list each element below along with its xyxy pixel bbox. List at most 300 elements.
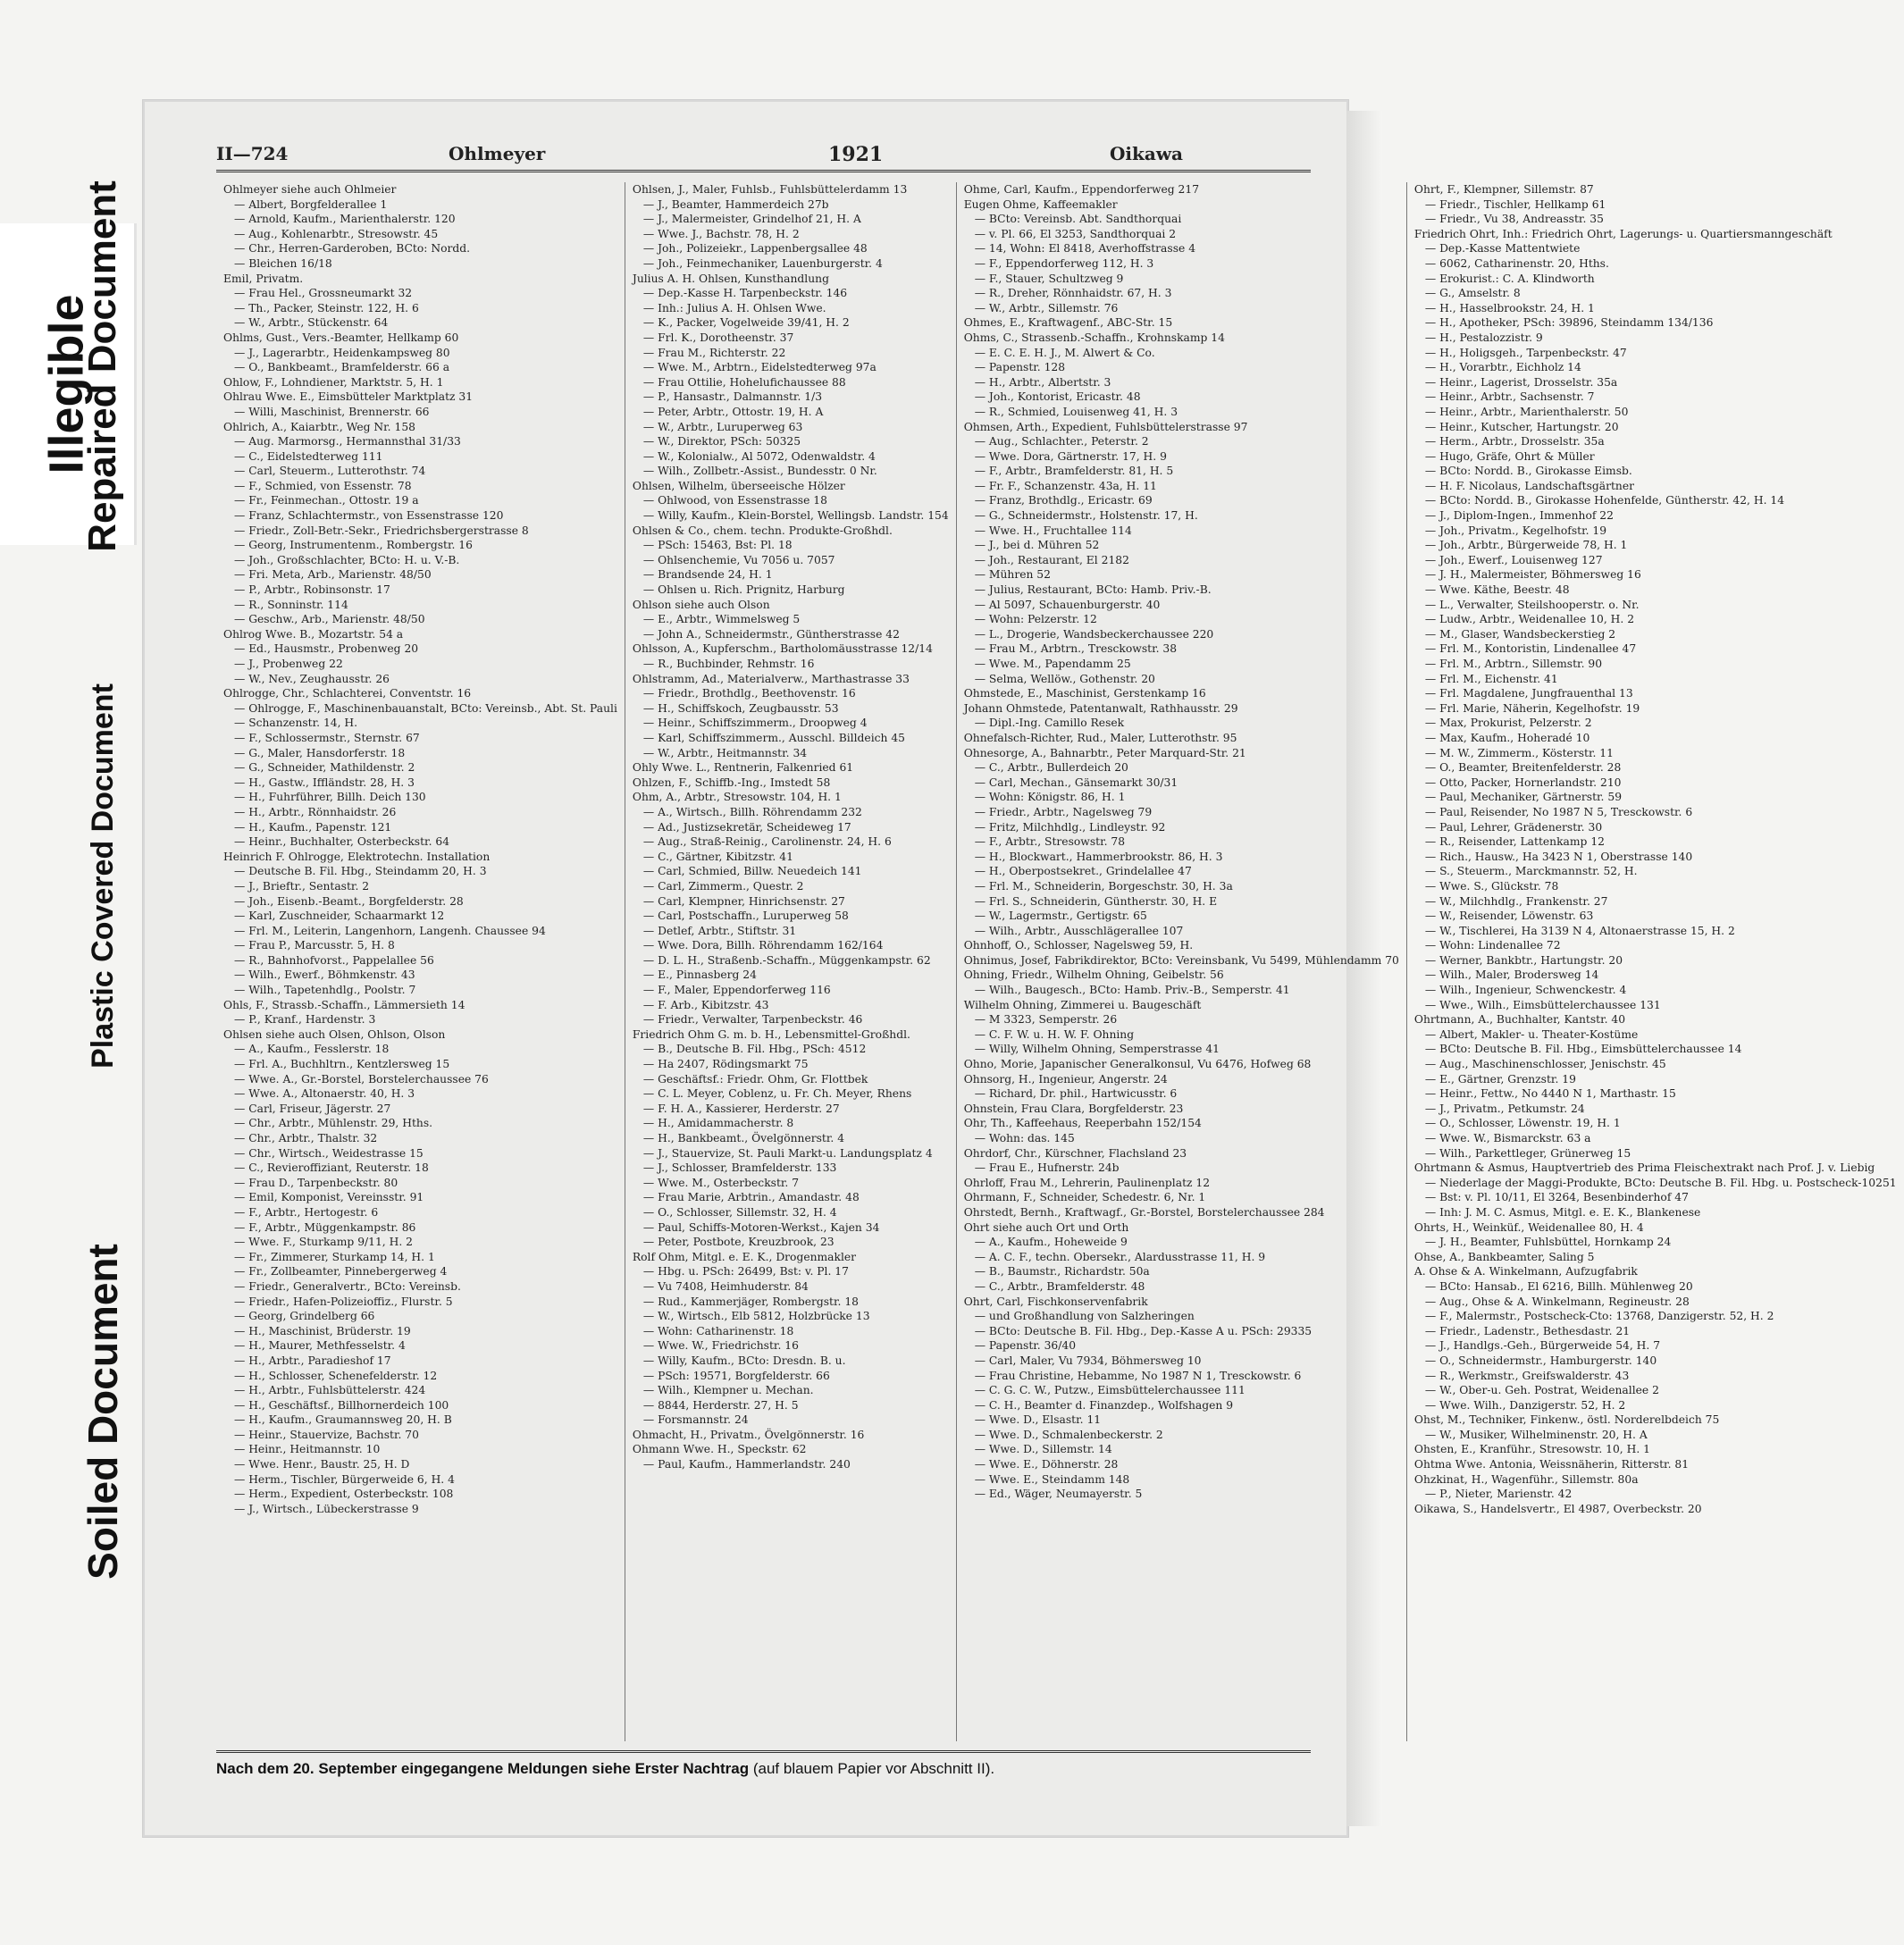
directory-entry: Ohlsen, J., Maler, Fuhlsb., Fuhlsbüttelerdamm 13: [632, 183, 908, 196]
directory-entry: — Ad., Justizsekretär, Scheideweg 17: [642, 820, 851, 834]
directory-entry: — S., Steuerm., Marckmannstr. 52, H.: [1424, 865, 1638, 878]
directory-entry: — E., Arbtr., Wimmelsweg 5: [642, 613, 801, 626]
directory-entry: — 8844, Herderstr. 27, H. 5: [642, 1398, 799, 1412]
directory-entry: Ohsten, E., Kranführ., Stresowstr. 10, H. 1: [1413, 1443, 1650, 1456]
directory-entry: — Wohn: Pelzerstr. 12: [974, 613, 1097, 626]
directory-entry: Ohzkinat, H., Wagenführ., Sillemstr. 80a: [1413, 1472, 1639, 1486]
directory-entry: — A., Kaufm., Hoheweide 9: [974, 1236, 1128, 1249]
directory-entry: Ohnefalsch-Richter, Rud., Maler, Lutterothstr. 95: [963, 731, 1237, 744]
directory-entry: — Aug., Straß-Reinig., Carolinenstr. 24, H. 6: [642, 835, 892, 849]
directory-entry: — P., Nieter, Marienstr. 42: [1424, 1488, 1573, 1501]
directory-entry: Ohme, Carl, Kaufm., Eppendorferweg 217: [963, 183, 1200, 196]
directory-entry: — Friedr., Brothdlg., Beethovenstr. 16: [642, 687, 856, 700]
directory-entry: Ohly Wwe. L., Rentnerin, Falkenried 61: [632, 761, 854, 775]
directory-entry: — H., Vorarbtr., Eichholz 14: [1424, 361, 1581, 374]
directory-entry: — H., Gastw., Iffländstr. 28, H. 3: [234, 775, 415, 789]
directory-entry: — Fritz, Milchhdlg., Lindleystr. 92: [974, 820, 1166, 834]
directory-entry: — Wilh., Tapetenhdlg., Poolstr. 7: [234, 984, 416, 997]
directory-entry: — Wilh., Ingenieur, Schwenckestr. 4: [1424, 984, 1627, 997]
directory-entry: — Karl, Zuschneider, Schaarmarkt 12: [234, 910, 445, 923]
directory-entry: — Max, Kaufm., Hoheradé 10: [1424, 731, 1590, 744]
directory-entry: — E., Gärtner, Grenzstr. 19: [1424, 1072, 1576, 1086]
directory-entry: — Ha 2407, Rödingsmarkt 75: [642, 1058, 809, 1071]
directory-entry: — O., Schlosser, Löwenstr. 19, H. 1: [1424, 1117, 1621, 1130]
directory-entry: — Frl. M., Leiterin, Langenhorn, Langenh. Chaussee 94: [234, 924, 546, 937]
directory-entry: — Frl. A., Buchhltrn., Kentzlersweg 15: [234, 1058, 450, 1071]
directory-entry: — R., Sonninstr. 114: [234, 598, 348, 611]
directory-entry: — Heinr., Fettw., No 4440 N 1, Marthastr. 15: [1424, 1087, 1676, 1101]
directory-entry: — PSch: 15463, Bst: Pl. 18: [642, 539, 793, 552]
directory-entry: Ohls, F., Strassb.-Schaffn., Lämmersieth 14: [223, 998, 466, 1011]
directory-entry: — J., Probenweg 22: [234, 658, 343, 670]
directory-entry: — Albert, Makler- u. Theater-Kostüme: [1424, 1027, 1639, 1041]
directory-entry: — F., Arbtr., Müggenkampstr. 86: [234, 1220, 416, 1234]
directory-entry: — P., Arbtr., Robinsonstr. 17: [234, 583, 390, 597]
directory-entry: — Joh., Ewerf., Louisenweg 127: [1424, 553, 1603, 566]
directory-entry: — 14, Wohn: El 8418, Averhoffstrasse 4: [974, 242, 1196, 256]
directory-entry: — Peter, Arbtr., Ottostr. 19, H. A: [642, 405, 824, 418]
directory-entry: Ohst, M., Techniker, Finkenw., östl. Norderelbdeich 75: [1413, 1413, 1720, 1427]
directory-entry: — J., Lagerarbtr., Heidenkampsweg 80: [234, 346, 450, 359]
directory-entry: — Ed., Hausmstr., Probenweg 20: [234, 642, 419, 656]
directory-entry: — Willi, Maschinist, Brennerstr. 66: [234, 405, 430, 418]
directory-entry: — H., Amidammacherstr. 8: [642, 1117, 794, 1130]
directory-entry: — Wwe. Käthe, Beestr. 48: [1424, 583, 1570, 597]
directory-entry: — M. W., Zimmerm., Kösterstr. 11: [1424, 746, 1614, 759]
directory-entry: — Friedr., Generalvertr., BCto: Vereinsb.: [234, 1279, 461, 1293]
directory-entry: — Selma, Wellöw., Gothenstr. 20: [974, 672, 1155, 685]
directory-entry: — C., Arbtr., Bullerdeich 20: [974, 761, 1128, 775]
directory-entry: Ohnimus, Josef, Fabrikdirektor, BCto: Vereinsbank, Vu 5499, Mühlendamm 70: [963, 953, 1399, 967]
directory-columns: [216, 182, 1897, 1741]
directory-entry: — J., Malermeister, Grindelhof 21, H. A: [642, 213, 861, 226]
directory-entry: — Frl. K., Dorotheenstr. 37: [642, 331, 794, 344]
directory-entry: — Vu 7408, Heimhuderstr. 84: [642, 1279, 809, 1293]
plastic-covered-label: Plastic Covered Document: [85, 683, 120, 1069]
directory-page: [143, 100, 1897, 1837]
directory-entry: — Aug., Ohse & A. Winkelmann, Regineustr. 28: [1424, 1295, 1690, 1308]
directory-entry: Ohrt, F., Klempner, Sillemstr. 87: [1413, 183, 1594, 196]
directory-entry: — Friedr., Vu 38, Andreasstr. 35: [1424, 213, 1604, 226]
directory-entry: Ohlson siehe auch Olson: [632, 598, 770, 611]
directory-entry: — O., Schlosser, Sillemstr. 32, H. 4: [642, 1205, 837, 1219]
directory-entry: — Dipl.-Ing. Camillo Resek: [974, 717, 1125, 730]
directory-entry: — R., Buchbinder, Rehmstr. 16: [642, 658, 815, 670]
directory-entry: — Frau M., Arbtrn., Tresckowstr. 38: [974, 642, 1178, 656]
directory-entry: — H., Holigsgeh., Tarpenbeckstr. 47: [1424, 346, 1627, 359]
directory-entry: — W., Tischlerei, Ha 3139 N 4, Altonaerstrasse 15, H. 2: [1424, 924, 1735, 937]
directory-entry: — BCto: Deutsche B. Fil. Hbg., Eimsbüttelerchaussee 14: [1424, 1043, 1742, 1056]
directory-entry: — Paul, Schiffs-Motoren-Werkst., Kajen 34: [642, 1220, 880, 1234]
directory-entry: Ohrmann, F., Schneider, Schedestr. 6, Nr. 1: [963, 1191, 1206, 1204]
directory-entry: — Friedr., Arbtr., Nagelsweg 79: [974, 805, 1153, 818]
directory-entry: — B., Baumstr., Richardstr. 50a: [974, 1265, 1150, 1279]
directory-entry: Ohmes, E., Kraftwagenf., ABC-Str. 15: [963, 316, 1173, 330]
directory-entry: Rolf Ohm, Mitgl. e. E. K., Drogenmakler: [632, 1250, 857, 1263]
directory-entry: — Herm., Arbtr., Drosselstr. 35a: [1424, 435, 1605, 449]
directory-entry: — Frl. M., Schneiderin, Borgeschstr. 30, H. 3a: [974, 879, 1233, 893]
directory-entry: — Friedr., Ladenstr., Bethesdastr. 21: [1424, 1324, 1631, 1337]
directory-entry: — Wilh., Klempner u. Mechan.: [642, 1384, 814, 1397]
directory-entry: — Joh., Feinmechaniker, Lauenburgerstr. 4: [642, 256, 883, 270]
directory-entry: — Frau P., Marcusstr. 5, H. 8: [234, 939, 395, 952]
directory-entry: — BCto: Vereinsb. Abt. Sandthorquai: [974, 213, 1182, 226]
directory-entry: — Wwe. Wilh., Danzigerstr. 52, H. 2: [1424, 1398, 1626, 1412]
directory-entry: — C., Arbtr., Bramfelderstr. 48: [974, 1279, 1145, 1293]
directory-entry: Ohning, Friedr., Wilhelm Ohning, Geibelstr. 56: [963, 968, 1224, 982]
directory-entry: Ohrt siehe auch Ort und Orth: [963, 1220, 1129, 1234]
directory-entry: — M 3323, Semperstr. 26: [974, 1013, 1118, 1027]
directory-entry: — C. G. C. W., Putzw., Eimsbüttelerchaussee 111: [974, 1384, 1246, 1397]
column-2: [625, 182, 957, 1741]
directory-entry: — Bleichen 16/18: [234, 256, 332, 270]
directory-entry: — O., Bankbeamt., Bramfelderstr. 66 a: [234, 361, 450, 374]
directory-entry: — Al 5097, Schauenburgerstr. 40: [974, 598, 1161, 611]
directory-entry: Ohr, Th., Kaffeehaus, Reeperbahn 152/154: [963, 1117, 1202, 1130]
directory-entry: — Heinr., Heitmannstr. 10: [234, 1443, 381, 1456]
directory-entry: — W., Arbtr., Stückenstr. 64: [234, 316, 389, 330]
directory-entry: Ohlsen siehe auch Olsen, Ohlson, Olson: [223, 1027, 446, 1041]
directory-entry: — Joh., Privatm., Kegelhofstr. 19: [1424, 524, 1607, 537]
directory-entry: — Aug., Kohlenarbtr., Stresowstr. 45: [234, 227, 439, 240]
directory-entry: — Hugo, Gräfe, Ohrt & Müller: [1424, 449, 1595, 463]
directory-entry: — Chr., Herren-Garderoben, BCto: Nordd.: [234, 242, 471, 256]
directory-entry: — Heinr., Lagerist, Drosselstr. 35a: [1424, 375, 1618, 389]
directory-entry: Ohmsen, Arth., Expedient, Fuhlsbüttelerstrasse 97: [963, 420, 1248, 433]
directory-entry: — G., Schneidermstr., Holstenstr. 17, H.: [974, 509, 1198, 523]
directory-entry: — Julius, Restaurant, BCto: Hamb. Priv.-B.: [974, 583, 1212, 597]
directory-entry: — Forsmannstr. 24: [642, 1413, 749, 1427]
directory-entry: — W., Arbtr., Heitmannstr. 34: [642, 746, 808, 759]
directory-entry: — C. F. W. u. H. W. F. Ohning: [974, 1027, 1135, 1041]
directory-entry: — Albert, Borgfelderallee 1: [234, 197, 388, 211]
directory-entry: — Wwe. A., Altonaerstr. 40, H. 3: [234, 1087, 415, 1101]
directory-entry: — Chr., Arbtr., Thalstr. 32: [234, 1132, 378, 1144]
directory-entry: — J. H., Malermeister, Böhmersweg 16: [1424, 568, 1641, 582]
directory-entry: — W., Milchhdlg., Frankenstr. 27: [1424, 894, 1608, 908]
directory-entry: — Dep.-Kasse H. Tarpenbeckstr. 146: [642, 287, 848, 300]
directory-entry: — Aug., Schlachter., Peterstr. 2: [974, 435, 1149, 449]
directory-entry: — H., Arbtr., Rönnhaidstr. 26: [234, 805, 397, 818]
directory-entry: — Paul, Lehrer, Grädenerstr. 30: [1424, 820, 1603, 834]
directory-entry: — Heinr., Arbtr., Sachsenstr. 7: [1424, 390, 1595, 404]
directory-entry: — Emil, Komponist, Vereinsstr. 91: [234, 1191, 424, 1204]
directory-entry: Ohrt, Carl, Fischkonservenfabrik: [963, 1295, 1148, 1308]
document-condition-tabs: [0, 0, 134, 1945]
directory-entry: — R., Dreher, Rönnhaidstr. 67, H. 3: [974, 287, 1172, 300]
directory-entry: — Joh., Arbtr., Bürgerweide 78, H. 1: [1424, 539, 1628, 552]
directory-entry: — C., Eidelstedterweg 111: [234, 449, 383, 463]
footer-main-text: Nach dem 20. September eingegangene Meldungen siehe Erster Nachtrag: [216, 1760, 750, 1777]
directory-entry: — A., Kaufm., Fesslerstr. 18: [234, 1043, 390, 1056]
directory-entry: — Frl. M., Arbtrn., Sillemstr. 90: [1424, 658, 1603, 670]
directory-entry: — Wilh., Ewerf., Böhmkenstr. 43: [234, 968, 415, 982]
directory-entry: — Max, Prokurist, Pelzerstr. 2: [1424, 717, 1592, 730]
directory-entry: Ohrtmann, A., Buchhalter, Kantstr. 40: [1413, 1013, 1626, 1027]
directory-entry: — J., Schlosser, Bramfelderstr. 133: [642, 1161, 837, 1175]
directory-entry: — J., Beamter, Hammerdeich 27b: [642, 197, 829, 211]
footer-note: (auf blauem Papier vor Abschnitt II).: [749, 1760, 995, 1777]
directory-entry: — Brandsende 24, H. 1: [642, 568, 773, 582]
directory-entry: — Heinr., Schiffszimmerm., Droopweg 4: [642, 717, 868, 730]
directory-entry: — Wohn: Catharinenstr. 18: [642, 1324, 794, 1337]
directory-entry: — F., Arbtr., Stresowstr. 78: [974, 835, 1126, 849]
directory-entry: — H., Maurer, Methfesselstr. 4: [234, 1339, 406, 1353]
directory-entry: Ohnsorg, H., Ingenieur, Angerstr. 24: [963, 1072, 1168, 1086]
directory-entry: Ohmacht, H., Privatm., Övelgönnerstr. 16: [632, 1428, 865, 1441]
directory-entry: — Wohn: Königstr. 86, H. 1: [974, 791, 1126, 804]
directory-entry: — L., Drogerie, Wandsbeckerchaussee 220: [974, 627, 1214, 641]
directory-entry: — Heinr., Arbtr., Marienthalerstr. 50: [1424, 405, 1629, 418]
directory-entry: — Carl, Mechan., Gänsemarkt 30/31: [974, 775, 1178, 789]
directory-entry: — Wwe. D., Sillemstr. 14: [974, 1443, 1112, 1456]
directory-entry: — Ohlrogge, F., Maschinenbauanstalt, BCto: Vereinsb., Abt. St. Pauli: [234, 701, 617, 715]
directory-entry: — BCto: Nordd. B., Girokasse Hohenfelde, Güntherstr. 42, H. 14: [1424, 494, 1785, 507]
directory-entry: — Fr., Zollbeamter, Pinnebergerweg 4: [234, 1265, 448, 1279]
directory-entry: — H., Schiffskoch, Zeugbausstr. 53: [642, 701, 839, 715]
directory-entry: — H. F. Nicolaus, Landschaftsgärtner: [1424, 479, 1634, 492]
directory-entry: — Joh., Polizeiekr., Lappenbergsallee 48: [642, 242, 868, 256]
directory-entry: — J. H., Beamter, Fuhlsbüttel, Hornkamp 24: [1424, 1236, 1672, 1249]
directory-entry: — Frau D., Tarpenbeckstr. 80: [234, 1176, 398, 1189]
directory-entry: — Wilh., Arbtr., Ausschlägerallee 107: [974, 924, 1184, 937]
directory-entry: — Willy, Kaufm., Klein-Borstel, Wellingsb. Landstr. 154: [642, 509, 949, 523]
directory-entry: — L., Verwalter, Steilshooperstr. o. Nr.: [1424, 598, 1640, 611]
column-4: [1407, 182, 1904, 1741]
directory-entry: — H., Hasselbrookstr. 24, H. 1: [1424, 301, 1595, 314]
directory-entry: Emil, Privatm.: [223, 272, 304, 285]
directory-entry: Friedrich Ohm G. m. b. H., Lebensmittel-Großhdl.: [632, 1027, 910, 1041]
directory-entry: — Friedr., Verwalter, Tarpenbeckstr. 46: [642, 1013, 863, 1027]
directory-entry: — Frl. M., Kontoristin, Lindenallee 47: [1424, 642, 1637, 656]
directory-entry: — Frau E., Hufnerstr. 24b: [974, 1161, 1120, 1175]
directory-entry: — Carl, Zimmerm., Questr. 2: [642, 879, 804, 893]
directory-entry: — P., Hansastr., Dalmannstr. 1/3: [642, 390, 823, 404]
directory-entry: — Fr., Feinmechan., Ottostr. 19 a: [234, 494, 419, 507]
directory-entry: — Frl. Marie, Näherin, Kegelhofstr. 19: [1424, 701, 1640, 715]
directory-entry: — Joh., Restaurant, El 2182: [974, 553, 1129, 566]
directory-entry: Ohrloff, Frau M., Lehrerin, Paulinenplatz 12: [963, 1176, 1211, 1189]
directory-entry: — Joh., Kontorist, Ericastr. 48: [974, 390, 1141, 404]
plastic-covered-tag: [67, 625, 138, 1126]
directory-entry: — Ludw., Arbtr., Weidenallee 10, H. 2: [1424, 613, 1635, 626]
directory-entry: — Willy, Kaufm., BCto: Dresdn. B. u.: [642, 1354, 846, 1367]
directory-entry: Ohlrogge, Chr., Schlachterei, Conventstr. 16: [223, 687, 472, 700]
directory-entry: — G., Schneider, Mathildenstr. 2: [234, 761, 415, 775]
directory-entry: — H., Oberpostsekret., Grindelallee 47: [974, 865, 1192, 878]
directory-entry: — C., Revieroffiziant, Reuterstr. 18: [234, 1161, 429, 1175]
directory-entry: — Wwe. M., Osterbeckstr. 7: [642, 1176, 800, 1189]
page-header: [216, 138, 1311, 172]
page-footer: [216, 1750, 1311, 1789]
directory-entry: — Carl, Friseur, Jägerstr. 27: [234, 1102, 391, 1115]
directory-entry: — Wilh., Parkettleger, Grünerweg 15: [1424, 1146, 1631, 1160]
directory-entry: Ohno, Morie, Japanischer Generalkonsul, Vu 6476, Hofweg 68: [963, 1058, 1312, 1071]
directory-entry: — Frau Ottilie, Hohelufichaussee 88: [642, 375, 846, 389]
directory-entry: — W., Reisender, Löwenstr. 63: [1424, 910, 1594, 923]
directory-entry: Ohlrog Wwe. B., Mozartstr. 54 a: [223, 627, 404, 641]
directory-entry: — K., Packer, Vogelweide 39/41, H. 2: [642, 316, 850, 330]
directory-entry: — Dep.-Kasse Mattentwiete: [1424, 242, 1581, 256]
directory-entry: — Paul, Kaufm., Hammerlandstr. 240: [642, 1458, 851, 1471]
directory-entry: — Heinr., Buchhalter, Osterbeckstr. 64: [234, 835, 450, 849]
directory-entry: — Fri. Meta, Arb., Marienstr. 48/50: [234, 568, 432, 582]
directory-entry: Ohlow, F., Lohndiener, Marktstr. 5, H. 1: [223, 375, 444, 389]
directory-entry: — Joh., Großschlachter, BCto: H. u. V.-B.: [234, 553, 460, 566]
directory-entry: — G., Amselstr. 8: [1424, 287, 1521, 300]
directory-entry: Ohlsen & Co., chem. techn. Produkte-Großhdl.: [632, 524, 893, 537]
directory-entry: — J., Stauervize, St. Pauli Markt-u. Landungsplatz 4: [642, 1146, 933, 1160]
directory-entry: — Wwe. J., Bachstr. 78, H. 2: [642, 227, 800, 240]
soiled-document-tag: [67, 1144, 138, 1680]
header-year: 1921: [828, 143, 884, 166]
directory-entry: Ohmstede, E., Maschinist, Gerstenkamp 16: [963, 687, 1206, 700]
directory-entry: — Aug. Marmorsg., Hermannsthal 31/33: [234, 435, 461, 449]
directory-entry: — Rich., Hausw., Ha 3423 N 1, Oberstrasse 140: [1424, 850, 1693, 863]
directory-entry: Ohlstramm, Ad., Materialverw., Marthastrasse 33: [632, 672, 910, 685]
directory-entry: — Inh.: Julius A. H. Ohlsen Wwe.: [642, 301, 826, 314]
directory-entry: — Herm., Expedient, Osterbeckstr. 108: [234, 1488, 454, 1501]
directory-entry: — Geschw., Arb., Marienstr. 48/50: [234, 613, 425, 626]
directory-entry: Oikawa, S., Handelsvertr., El 4987, Overbeckstr. 20: [1413, 1502, 1702, 1515]
directory-entry: — F., Maler, Eppendorferweg 116: [642, 984, 831, 997]
directory-entry: — Friedr., Tischler, Hellkamp 61: [1424, 197, 1606, 211]
directory-entry: — Wwe. H., Fruchtallee 114: [974, 524, 1132, 537]
directory-entry: — F., Schlossermstr., Sternstr. 67: [234, 731, 420, 744]
directory-entry: — und Großhandlung von Salzheringen: [974, 1310, 1195, 1323]
directory-entry: — R., Werkmstr., Greifswalderstr. 43: [1424, 1369, 1630, 1382]
directory-entry: — Wwe. A., Gr.-Borstel, Borstelerchaussee 76: [234, 1072, 489, 1086]
column-3: [957, 182, 1407, 1741]
directory-entry: — W., Nev., Zeughausstr. 26: [234, 672, 390, 685]
directory-entry: — W., Ober-u. Geh. Postrat, Weidenallee 2: [1424, 1384, 1659, 1397]
directory-entry: — Bst: v. Pl. 10/11, El 3264, Besenbinderhof 47: [1424, 1191, 1689, 1204]
directory-entry: — Frl. M., Eichenstr. 41: [1424, 672, 1558, 685]
directory-entry: — Georg, Grindelberg 66: [234, 1310, 375, 1323]
directory-entry: Ohms, C., Strassenb.-Schaffn., Krohnskamp 14: [963, 331, 1225, 344]
directory-entry: — Georg, Instrumentenm., Rombergstr. 16: [234, 539, 473, 552]
directory-entry: — H., Schlosser, Schenefelderstr. 12: [234, 1369, 438, 1382]
directory-entry: — O., Schneidermstr., Hamburgerstr. 140: [1424, 1354, 1657, 1367]
directory-entry: Ohrstedt, Bernh., Kraftwagf., Gr.-Borstel, Borstelerchaussee 284: [963, 1205, 1325, 1219]
directory-entry: — Joh., Eisenb.-Beamt., Borgfelderstr. 28: [234, 894, 464, 908]
directory-entry: — H., Geschäftsf., Billhornerdeich 100: [234, 1398, 449, 1412]
directory-entry: — W., Direktor, PSch: 50325: [642, 435, 801, 449]
directory-entry: — E., Pinnasberg 24: [642, 968, 757, 982]
directory-entry: — Deutsche B. Fil. Hbg., Steindamm 20, H. 3: [234, 865, 487, 878]
directory-entry: — F., Arbtr., Bramfelderstr. 81, H. 5: [974, 465, 1174, 478]
directory-entry: Ohrdorf, Chr., Kürschner, Flachsland 23: [963, 1146, 1187, 1160]
directory-entry: Ohlmeyer siehe auch Ohlmeier: [223, 183, 397, 196]
directory-entry: — Peter, Postbote, Kreuzbrook, 23: [642, 1236, 835, 1249]
directory-entry: — Frl. Magdalene, Jungfrauenthal 13: [1424, 687, 1633, 700]
directory-entry: — A., Wirtsch., Billh. Röhrendamm 232: [642, 805, 862, 818]
directory-entry: — Frau Hel., Grossneumarkt 32: [234, 287, 413, 300]
directory-entry: Ohlsen, Wilhelm, überseeische Hölzer: [632, 479, 845, 492]
directory-entry: — H., Arbtr., Fuhlsbüttelerstr. 424: [234, 1384, 426, 1397]
directory-entry: Ohnesorge, A., Bahnarbtr., Peter Marquard-Str. 21: [963, 746, 1246, 759]
directory-entry: — Chr., Wirtsch., Weidestrasse 15: [234, 1146, 424, 1160]
directory-entry: — Geschäftsf.: Friedr. Ohm, Gr. Flottbek: [642, 1072, 868, 1086]
illegible-label: Illegible: [40, 294, 94, 474]
directory-entry: — Ohlsenchemie, Vu 7056 u. 7057: [642, 553, 835, 566]
directory-entry: Ohrtmann & Asmus, Hauptvertrieb des Prima Fleischextrakt nach Prof. J. v. Liebig: [1413, 1161, 1875, 1175]
directory-entry: — J., Wirtsch., Lübeckerstrasse 9: [234, 1502, 419, 1515]
directory-entry: — F., Arbtr., Hertogestr. 6: [234, 1205, 379, 1219]
directory-entry: — Papenstr. 128: [974, 361, 1066, 374]
directory-entry: Julius A. H. Ohlsen, Kunsthandlung: [632, 272, 829, 285]
page-number: II—724: [216, 143, 289, 164]
directory-entry: — C. H., Beamter d. Finanzdep., Wolfshagen 9: [974, 1398, 1234, 1412]
directory-entry: — F., Schmied, von Essenstr. 78: [234, 479, 412, 492]
directory-entry: — A. C. F., techn. Obersekr., Alardusstrasse 11, H. 9: [974, 1250, 1266, 1263]
directory-entry: — Friedr., Hafen-Polizeioffiz., Flurstr. 5: [234, 1295, 453, 1308]
directory-entry: — Wwe. M., Arbtrn., Eidelstedterweg 97a: [642, 361, 877, 374]
directory-entry: — R., Schmied, Louisenweg 41, H. 3: [974, 405, 1178, 418]
directory-entry: — G., Maler, Hansdorferstr. 18: [234, 746, 406, 759]
directory-entry: — Richard, Dr. phil., Hartwicusstr. 6: [974, 1087, 1178, 1101]
directory-entry: — Th., Packer, Steinstr. 122, H. 6: [234, 301, 419, 314]
directory-entry: — Rud., Kammerjäger, Rombergstr. 18: [642, 1295, 859, 1308]
directory-entry: — Karl, Schiffszimmerm., Ausschl. Billdeich 45: [642, 731, 905, 744]
directory-entry: — Heinr., Stauervize, Bachstr. 70: [234, 1428, 419, 1441]
directory-entry: — PSch: 19571, Borgfelderstr. 66: [642, 1369, 830, 1382]
directory-entry: — J., Diplom-Ingen., Immenhof 22: [1424, 509, 1614, 523]
directory-entry: — Fr. F., Schanzenstr. 43a, H. 11: [974, 479, 1157, 492]
directory-entry: Ohlms, Gust., Vers.-Beamter, Hellkamp 60: [223, 331, 459, 344]
directory-entry: — F. Arb., Kibitzstr. 43: [642, 998, 769, 1011]
directory-entry: Ohrts, H., Weinküf., Weidenallee 80, H. 4: [1413, 1220, 1644, 1234]
directory-entry: — H., Arbtr., Albertstr. 3: [974, 375, 1111, 389]
directory-entry: — H., Pestalozzistr. 9: [1424, 331, 1543, 344]
directory-entry: — B., Deutsche B. Fil. Hbg., PSch: 4512: [642, 1043, 867, 1056]
directory-entry: — W., Kolonialw., Al 5072, Odenwaldstr. 4: [642, 449, 876, 463]
directory-entry: — Papenstr. 36/40: [974, 1339, 1077, 1353]
directory-entry: Ohnstein, Frau Clara, Borgfelderstr. 23: [963, 1102, 1184, 1115]
directory-entry: — M., Glaser, Wandsbeckerstieg 2: [1424, 627, 1616, 641]
directory-entry: — Carl, Maler, Vu 7934, Böhmersweg 10: [974, 1354, 1202, 1367]
directory-entry: Eugen Ohme, Kaffeemakler: [963, 197, 1118, 211]
directory-entry: — Ohlwood, von Essenstrasse 18: [642, 494, 827, 507]
directory-entry: Ohlrich, A., Kaiarbtr., Weg Nr. 158: [223, 420, 415, 433]
directory-entry: — E. C. E. H. J., M. Alwert & Co.: [974, 346, 1155, 359]
directory-entry: — Werner, Bankbtr., Hartungstr. 20: [1424, 953, 1623, 967]
directory-entry: — Hbg. u. PSch: 26499, Bst: v. Pl. 17: [642, 1265, 849, 1279]
directory-entry: — W., Arbtr., Luruperweg 63: [642, 420, 803, 433]
directory-entry: — Wwe., Wilh., Eimsbüttelerchaussee 131: [1424, 998, 1661, 1011]
directory-entry: — H., Arbtr., Paradieshof 17: [234, 1354, 391, 1367]
directory-entry: — v. Pl. 66, El 3253, Sandthorquai 2: [974, 227, 1177, 240]
directory-entry: — Carl, Steuerm., Lutterothstr. 74: [234, 465, 426, 478]
directory-entry: — Frau Marie, Arbtrin., Amandastr. 48: [642, 1191, 860, 1204]
directory-entry: Heinrich F. Ohlrogge, Elektrotechn. Installation: [223, 850, 491, 863]
directory-entry: Johann Ohmstede, Patentanwalt, Rathhausstr. 29: [963, 701, 1238, 715]
directory-entry: — J., Handlgs.-Geh., Bürgerweide 54, H. 7: [1424, 1339, 1661, 1353]
directory-entry: — Carl, Klempner, Hinrichsenstr. 27: [642, 894, 845, 908]
directory-entry: — P., Kranf., Hardenstr. 3: [234, 1013, 376, 1027]
directory-entry: — Wwe. E., Döhnerstr. 28: [974, 1458, 1119, 1471]
directory-entry: — Inh: J. M. C. Asmus, Mitgl. e. E. K., Blankenese: [1424, 1205, 1701, 1219]
directory-entry: — Herm., Tischler, Bürgerweide 6, H. 4: [234, 1472, 455, 1486]
directory-entry: — Wwe. W., Bismarckstr. 63 a: [1424, 1132, 1591, 1144]
repaired-document-label: Repaired Document: [80, 180, 125, 552]
directory-entry: — Wwe. Dora, Gärtnerstr. 17, H. 9: [974, 449, 1167, 463]
directory-entry: — Wwe. S., Glückstr. 78: [1424, 879, 1559, 893]
directory-entry: — F. H. A., Kassierer, Herderstr. 27: [642, 1102, 840, 1115]
directory-entry: — Willy, Wilhelm Ohning, Semperstrasse 41: [974, 1043, 1220, 1056]
header-first-entry: Ohlmeyer: [449, 143, 546, 164]
directory-entry: — Franz, Brothdlg., Ericastr. 69: [974, 494, 1153, 507]
